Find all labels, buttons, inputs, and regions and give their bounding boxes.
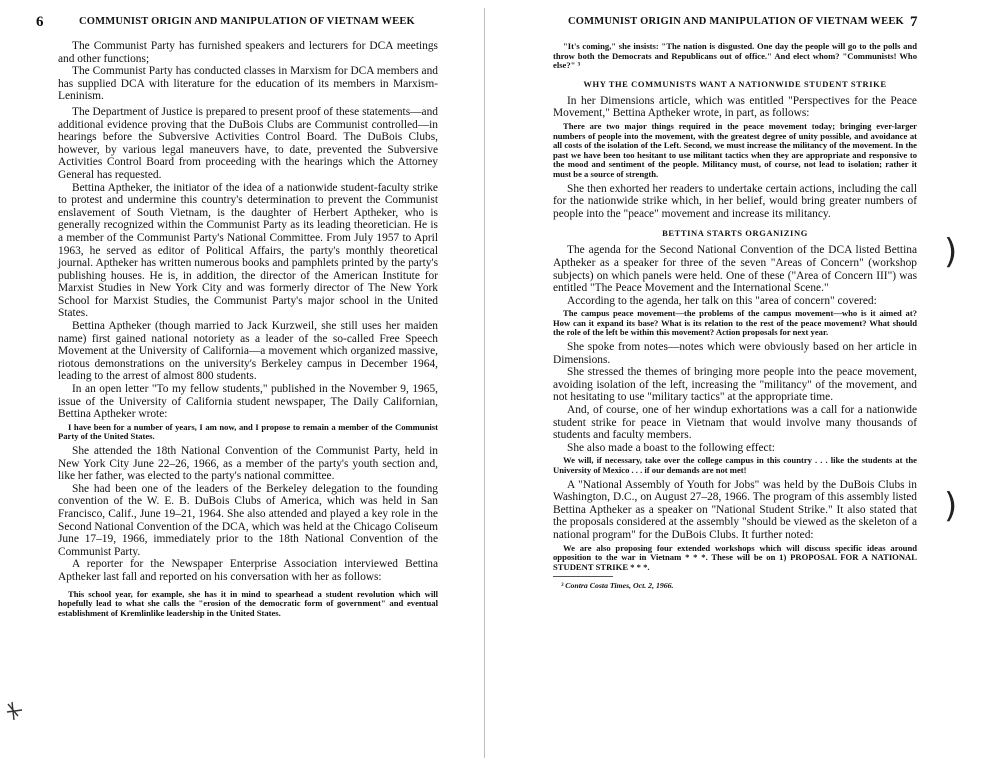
- block-quote: There are two major things required in the peace movement today; bringing ever-larger numbers of people into the movement, with the greatest degree of unity possible, and avoidance at all costs of the isolation of the Left. Second, we must increase the militancy of the movement. In the past we have been too hesitant to use militant tactics when they are appropriate and responsive to the mood and sentiment of the people. Militancy must, of course, not lead to isolation; rather it must be a source of strength.: [553, 120, 917, 179]
- paragraph: She spoke from notes—notes which were obviously based on her article in Dimensions.: [553, 341, 917, 366]
- paragraph: Bettina Aptheker, the initiator of the idea of a nationwide student-faculty strike to protest and undermine this country's determination to prevent the Communist enslavement of South Vietnam, is the daughter of Herbert Aptheker, who is generally recognized within the Communist Party as its leading theoretician. He is a member of the Communist Party's National Committee. From July 1957 to April 1963, he served as editor of Political Affairs, the party's monthly theoretical journal. Aptheker has written numerous books and pamphlets printed by the party's publishing houses. He is, in addition, the director of the American Institute for Marxist Studies in New York City and was formerly director of The New York School for Marxist Studies, the Communist Party's major school in the United States.: [58, 181, 438, 320]
- block-quote: The campus peace movement—the problems of the campus movement—who is it aimed at? How can it expand its base? What is its relation to the rest of the peace movement? What should the role of the left be within this movement? Action proposals for next year.: [553, 308, 917, 338]
- paragraph: The Department of Justice is prepared to present proof of these statements—and additional evidence proving that the DuBois Clubs are Communist controlled—in hearings before the Subversive Activities Control Board. The DuBois Clubs, however, by various legal maneuvers have, to date, prevented the Subversive Activities Control Board from proceeding with the hearings which the Attorney General has requested.: [58, 105, 438, 181]
- block-quote: We will, if necessary, take over the college campus in this country . . . like the students at the University of Mexico . . . if our demands are not met!: [553, 455, 917, 475]
- left-column: [58, 40, 438, 621]
- page-number: 6: [36, 14, 44, 30]
- paragraph: In an open letter "To my fellow students," published in the November 9, 1965, issue of the University of California student newspaper, The Daily Californian, Bettina Aptheker wrote:: [58, 383, 438, 421]
- page-number: 7: [910, 14, 918, 30]
- footnote-rule: [553, 576, 613, 577]
- paragraph: She also made a boast to the following effect:: [567, 441, 775, 454]
- right-column: [553, 40, 917, 590]
- paragraph: She attended the 18th National Convention of the Communist Party, held in New York City June 22–26, 1966, as a member of the party's youth section and, like her father, was elected to the party's national committee.: [58, 445, 438, 483]
- paragraph: She had been one of the leaders of the Berkeley delegation to the founding convention of the W. E. B. DuBois Clubs of America, which was held in San Francisco, Calif., June 19–21, 1964. She also attended and played a key role in the Second National Convention of the DCA, which was held at the Chicago Coliseum June 17–19, 1966, immediately prior to the 18th National Convention of the Communist Party.: [58, 482, 438, 558]
- margin-parenthesis-mark: ): [944, 232, 958, 272]
- block-quote: We are also proposing four extended workshops which will discuss specific ideas around opposition to the war in Vietnam * * *. These will be on 1) PROPOSAL FOR A NATIONAL STUDENT STRIKE * * *.: [553, 542, 917, 572]
- paragraph: She stressed the themes of bringing more people into the peace movement, avoiding isolation of the left, increasing the "militancy" of the movement, and not hesitating to use "military tactics" at the appropriate time.: [553, 366, 917, 404]
- paragraph: A "National Assembly of Youth for Jobs" was held by the DuBois Clubs in Washington, D.C., on August 27–28, 1966. The program of this assembly listed Bettina Aptheker as a speaker on "National Student Strike." It also stated that the proposals considered at the assembly "should be viewed as the skeleton of a national program" for the DuBois Clubs. It further noted:: [553, 478, 917, 541]
- paragraph: In her Dimensions article, which was entitled "Perspectives for the Peace Movement," Bettina Aptheker wrote, in part, as follows:: [553, 94, 917, 120]
- footnote: ³ Contra Costa Times, Oct. 2, 1966.: [561, 581, 674, 591]
- running-head: COMMUNIST ORIGIN AND MANIPULATION OF VIETNAM WEEK: [568, 16, 904, 27]
- section-heading: BETTINA STARTS ORGANIZING: [662, 228, 808, 239]
- block-quote: This school year, for example, she has it in mind to spearhead a student revolution which will hopefully lead to what she calls the "erosion of the democratic form of government" and eventual establishment of Kremlinlike leadership in the United States.: [58, 588, 438, 618]
- section-heading: WHY THE COMMUNISTS WANT A NATIONWIDE STUDENT STRIKE: [583, 78, 887, 89]
- paragraph: The Communist Party has conducted classes in Marxism for DCA members and has supplied DCA with literature for the education of its members in Marxism-Leninism.: [58, 65, 438, 103]
- block-quote: I have been for a number of years, I am now, and I propose to remain a member of the Communist Party of the United States.: [58, 421, 438, 442]
- paragraph: And, of course, one of her windup exhortations was a call for a nationwide student strike for peace in Vietnam that would involve many thousands of students and faculty members.: [553, 404, 917, 442]
- pen-scribble-mark: [4, 700, 26, 722]
- running-head: COMMUNIST ORIGIN AND MANIPULATION OF VIETNAM WEEK: [79, 16, 415, 27]
- paragraph: She then exhorted her readers to undertake certain actions, including the call for the nationwide strike which, in her belief, would bring greater numbers of people into the "peace" movement and increase its militancy.: [553, 182, 917, 220]
- block-quote: "It's coming," she insists: "The nation is disgusted. One day the people will go to the polls and throw both the Democrats and Republicans out of office." And elect whom? "Communists! Who else?" ³: [553, 41, 917, 71]
- margin-parenthesis-mark: ): [944, 486, 958, 526]
- paragraph: Bettina Aptheker (though married to Jack Kurzweil, she still uses her maiden name) first gained national notoriety as a leader of the so-called Free Speech Movement at the University of California—a movement which organized massive, riotous demonstrations on the university's Berkeley campus in December 1964, leading to the arrest of almost 800 students.: [58, 320, 438, 383]
- paragraph: The agenda for the Second National Convention of the DCA listed Bettina Aptheker as a speaker for three of the seven "Areas of Concern" (workshop subjects) on which panels were held. One of these ("Area of Concern III") was entitled "The Peace Movement and the International Scene.": [553, 244, 917, 295]
- paragraph: According to the agenda, her talk on this "area of concern" covered:: [567, 294, 877, 307]
- paragraph: A reporter for the Newspaper Enterprise Association interviewed Bettina Aptheker last fall and reported on his conversation with her as follows:: [58, 558, 438, 583]
- paragraph: The Communist Party has furnished speakers and lecturers for DCA meetings and other functions;: [58, 40, 438, 65]
